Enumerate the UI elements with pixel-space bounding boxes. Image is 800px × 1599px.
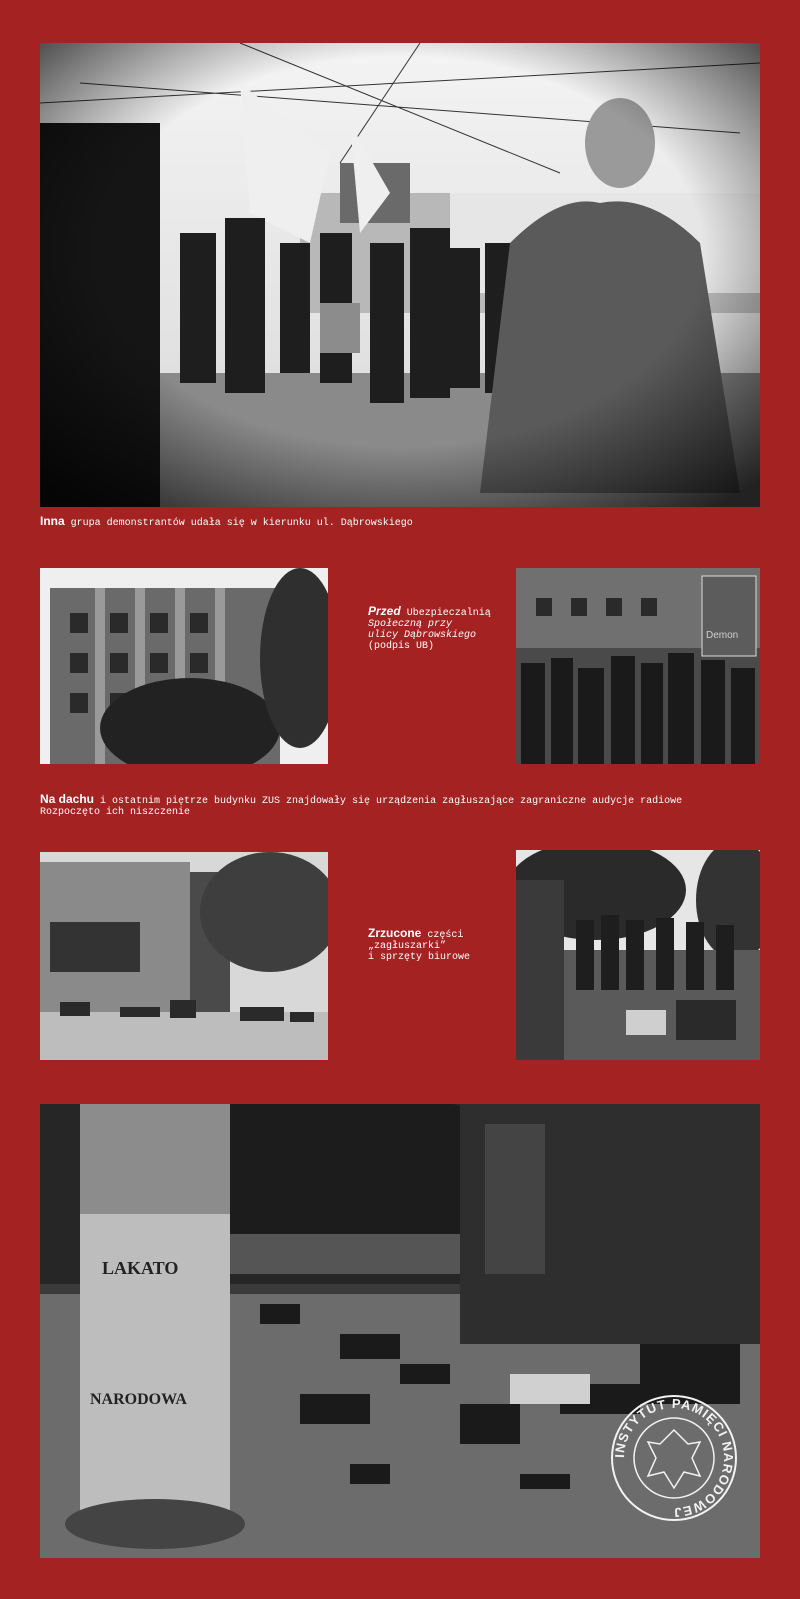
caption-ubezpieczalnia-line2: Społeczną przy [368,619,453,630]
photo-street-debris [40,1104,760,1558]
caption-zagluszarki-line3: i sprzęty biurowe [368,952,471,963]
caption-roof [40,794,682,818]
photo-crowd-debris [516,850,760,1060]
stamp-text: INSTYTUT PAMIĘCI NARODOWEJ [611,1395,737,1521]
caption-ubezpieczalnia-text1: Ubezpieczalnią [400,608,491,619]
caption-roof-lead: Na dachu [40,792,95,806]
caption-demonstrators-lead: Inna [40,514,65,528]
caption-zagluszarki-lead: Zrzucone [368,926,422,940]
photo-building [40,568,328,764]
poster-name-2: NARODOWA [90,1391,187,1408]
ipn-stamp [608,1392,740,1524]
caption-roof-line2: Rozpoczęto ich niszczenie [40,807,191,818]
caption-demonstrators-text: grupa demonstrantów udała się w kierunku ul. Dąbrowskiego [64,518,413,529]
caption-zagluszarki-line2: „zagłuszarki” [368,941,447,952]
caption-ubezpieczalnia-line4: (podpis UB) [368,641,435,652]
poster-name-1: LAKATO [102,1258,179,1278]
photo-debris-corner [40,852,328,1060]
caption-ubezpieczalnia-lead: Przed [368,604,401,618]
caption-zagluszarki-text1: części [421,930,464,941]
sign-text: Demon [706,630,739,641]
photo-demonstrators-march [40,43,760,507]
caption-ubezpieczalnia-line3: ulicy Dąbrowskiego [368,630,477,641]
caption-zagluszarki [368,928,470,963]
caption-roof-text: i ostatnim piętrze budynku ZUS znajdowały się urządzenia zagłuszające zagraniczne audycje radiowe [94,796,683,807]
eagle-icon [648,1430,700,1488]
photo-crowd [516,568,760,764]
caption-ubezpieczalnia [368,606,491,652]
caption-demonstrators [40,516,413,529]
